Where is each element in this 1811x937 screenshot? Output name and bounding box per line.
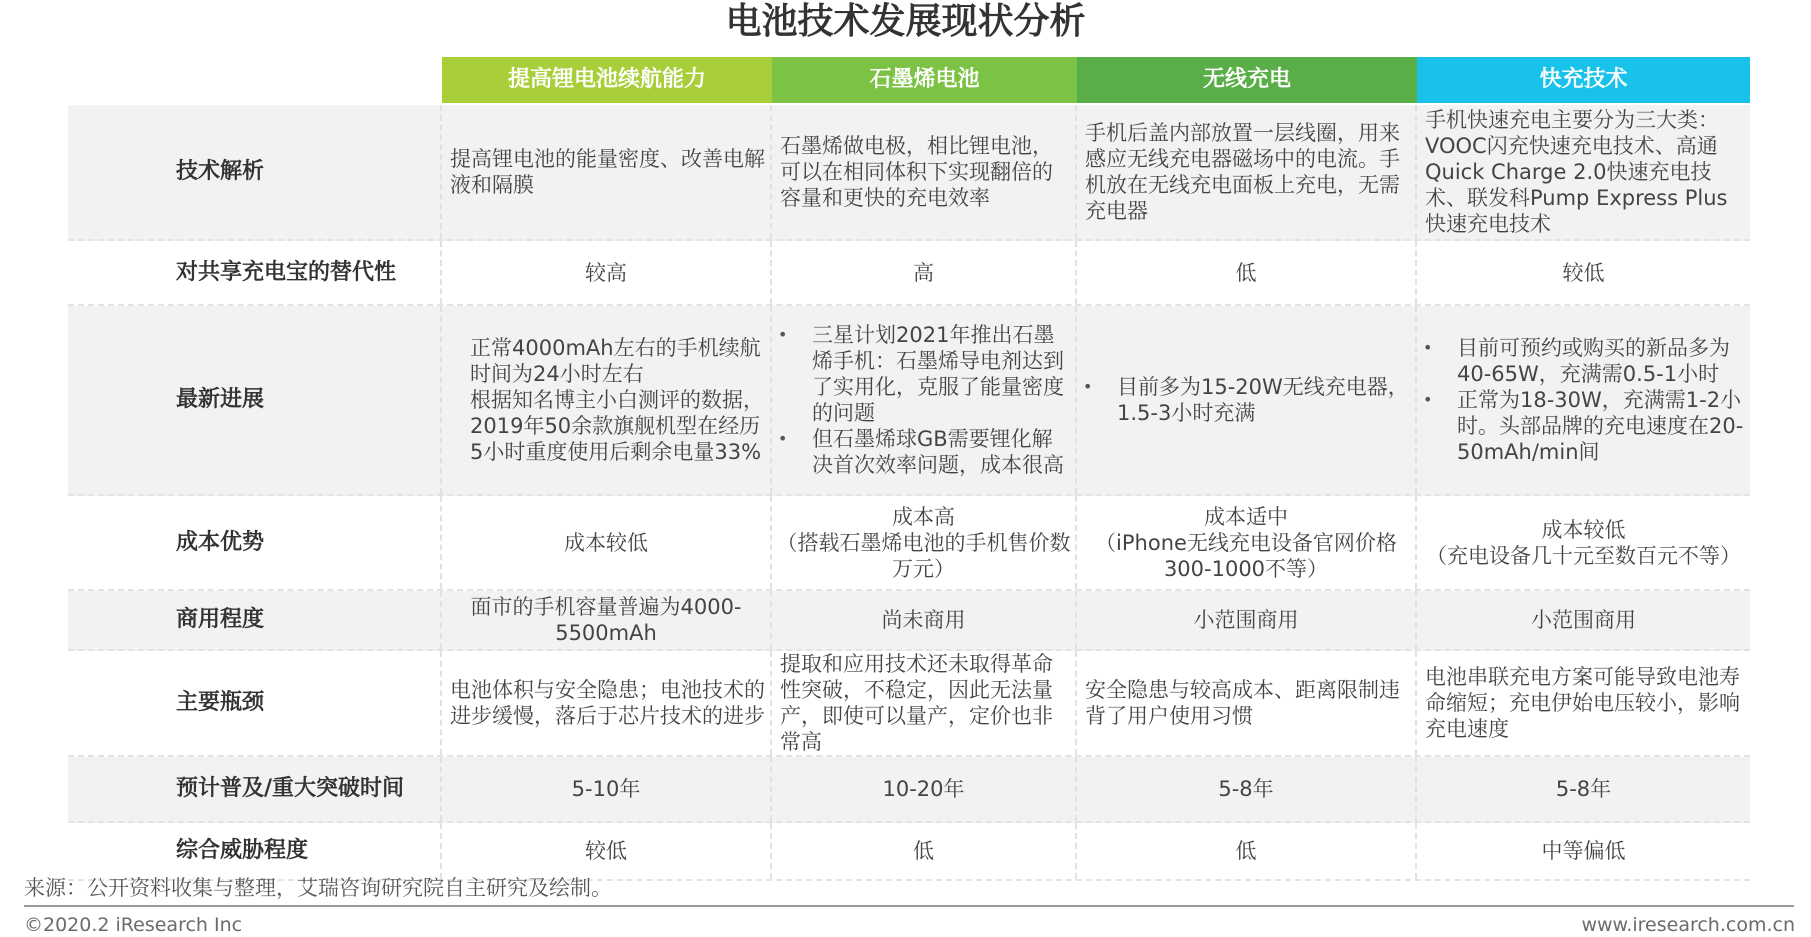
table-cell: 中等偏低 — [1541, 839, 1626, 863]
row-label: 成本优势 — [68, 496, 442, 589]
table-cell: 电池体积与安全隐患；电池技术的进步缓慢，落后于芯片技术的进步 — [442, 651, 772, 755]
footer-divider — [24, 905, 1794, 907]
table-cell — [1417, 306, 1750, 494]
table-row — [68, 591, 1750, 651]
row-label: 对共享充电宝的替代性 — [68, 241, 442, 304]
progress-line: 正常4000mAh左右的手机续航时间为24小时左右 — [470, 336, 761, 386]
header-blank — [68, 57, 442, 103]
bullet-list — [1417, 335, 1746, 465]
table-cell — [1417, 496, 1750, 589]
table-header-row — [68, 57, 1750, 103]
row-label: 商用程度 — [68, 591, 442, 649]
row-label: 技术解析 — [68, 105, 442, 239]
table-cell: 高 — [772, 241, 1077, 304]
table-cell: 手机后盖内部放置一层线圈，用来感应无线充电器磁场中的电流。手机放在无线充电面板上充电，无需充电器 — [1077, 105, 1417, 239]
table-row — [68, 757, 1750, 823]
bullet-list — [1077, 374, 1411, 426]
table-cell: 石墨烯做电极，相比锂电池，可以在相同体积下实现翻倍的容量和更快的充电效率 — [772, 105, 1077, 239]
table-cell: 手机快速充电主要分为三大类：VOOC闪充快速充电技术、高通Quick Charge 2.0快速充电技术、联发科Pump Express Plus快速充电技术 — [1425, 108, 1728, 236]
cost-note: （iPhone无线充电设备官网价格300-1000不等） — [1095, 530, 1397, 581]
column-header-wireless: 无线充电 — [1077, 57, 1417, 103]
row-label: 预计普及/重大突破时间 — [68, 757, 442, 821]
cell-text-block — [470, 335, 766, 465]
table-cell: 小范围商用 — [1077, 591, 1417, 649]
table-cell: 5-8年 — [1077, 757, 1417, 821]
table-cell: 低 — [772, 823, 1077, 879]
bullet-item: • 但石墨烯球GB需要锂化解决首次效率问题，成本很高 — [772, 426, 1071, 478]
column-header-lithium: 提高锂电池续航能力 — [442, 57, 772, 103]
bullet-item: • 目前多为15-20W无线充电器，1.5-3小时充满 — [1077, 374, 1411, 426]
progress-line: 根据知名博主小白测评的数据，2019年50余款旗舰机型在经历5小时重度使用后剩余电量33% — [470, 388, 764, 464]
table-cell: 面市的手机容量普遍为4000-5500mAh — [442, 591, 772, 649]
table-cell: 较低 — [1562, 260, 1605, 285]
column-header-fast-charge: 快充技术 — [1417, 57, 1750, 103]
row-label: 主要瓶颈 — [68, 651, 442, 755]
table-cell: 较低 — [442, 823, 772, 879]
cell-text-block — [1426, 517, 1741, 569]
table-cell: 10-20年 — [772, 757, 1077, 821]
page-title: 电池技术发展现状分析 — [725, 1, 1086, 42]
table-cell — [772, 306, 1077, 494]
table-cell: 提取和应用技术还未取得革命性突破，不稳定，因此无法量产，即使可以量产，定价也非常高 — [772, 651, 1077, 755]
comparison-table — [68, 57, 1750, 881]
table-cell: 低 — [1077, 241, 1417, 304]
table-cell: 成本较低 — [442, 496, 772, 589]
bullet-list — [772, 322, 1071, 478]
cell-text-block — [1077, 504, 1415, 582]
cost-level: 成本较低 — [1541, 517, 1626, 542]
table-row — [68, 651, 1750, 757]
table-row — [68, 105, 1750, 241]
table-cell: 5-10年 — [442, 757, 772, 821]
cell-text-block — [772, 504, 1075, 582]
cost-level: 成本适中 — [1204, 504, 1288, 529]
table-cell: 提高锂电池的能量密度、改善电解液和隔膜 — [442, 105, 772, 239]
copyright-text: ©2020.2 iResearch Inc — [24, 914, 243, 936]
table-cell — [1077, 306, 1417, 494]
row-label: 综合威胁程度 — [68, 823, 442, 879]
table-cell: 较高 — [442, 241, 772, 304]
bullet-item: • 目前可预约或购买的新品多为40-65W，充满需0.5-1小时 — [1417, 335, 1746, 387]
table-cell: 低 — [1077, 823, 1417, 879]
table-cell: 安全隐患与较高成本、距离限制违背了用户使用习惯 — [1077, 651, 1417, 755]
table-cell: 尚未商用 — [772, 591, 1077, 649]
cost-note: （充电设备几十元至数百元不等） — [1426, 543, 1741, 568]
cost-level: 成本高 — [892, 504, 955, 529]
row-label: 最新进展 — [68, 306, 442, 494]
website-link[interactable]: www.iresearch.com.cn — [1581, 914, 1795, 936]
cost-note: （搭载石墨烯电池的手机售价数万元） — [776, 530, 1071, 581]
table-cell: 小范围商用 — [1531, 608, 1636, 632]
table-cell — [1077, 496, 1417, 589]
table-cell — [772, 496, 1077, 589]
column-header-graphene: 石墨烯电池 — [772, 57, 1077, 103]
table-row — [68, 306, 1750, 496]
table-row — [68, 241, 1750, 306]
table-cell: 电池串联充电方案可能导致电池寿命缩短；充电伊始电压较小，影响充电速度 — [1425, 665, 1740, 741]
bullet-item: • 正常为18-30W，充满需1-2小时。头部品牌的充电速度在20-50mAh/min间 — [1417, 387, 1746, 465]
source-note: 来源：公开资料收集与整理，艾瑞咨询研究院自主研究及绘制。 — [24, 876, 612, 900]
table-row — [68, 496, 1750, 591]
table-cell: 5-8年 — [1555, 777, 1612, 801]
bullet-item: • 三星计划2021年推出石墨烯手机：石墨烯导电剂达到了实用化，克服了能量密度的问题 — [772, 322, 1071, 426]
table-cell — [442, 306, 772, 494]
